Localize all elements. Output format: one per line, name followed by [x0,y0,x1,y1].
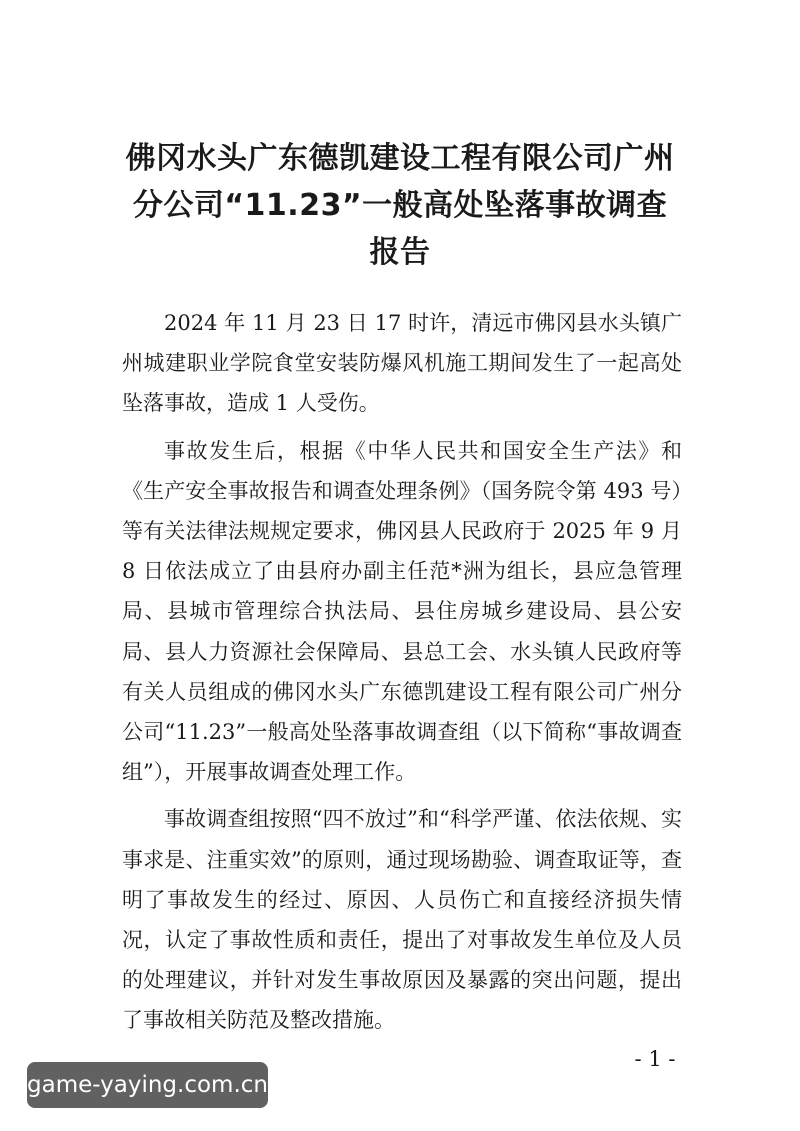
paragraph-investigation-group: 事故发生后，根据《中华人民共和国安全生产法》和《生产安全事故报告和调查处理条例》（国务院令第 493 号）等有关法律法规规定要求，佛冈县人民政府于 2025 年 9 月 8 日依法成立了由县府办副主任范*洲为组长，县应急管理局、县城市管理综合执法局、县住房城乡建设局、县公安局、县人力资源社会保障局、县总工会、水头镇人民政府等有关人员组成的佛冈水头广东德凯建设工程有限公司广州分公司“11.23”一般高处坠落事故调查组（以下简称“事故调查组”），开展事故调查处理工作。 [122,438,682,785]
document-body [122,303,682,1048]
paragraph-intro: 2024 年 11 月 23 日 17 时许，清远市佛冈县水头镇广州城建职业学院食堂安装防爆风机施工期间发生了一起高处坠落事故，造成 1 人受伤。 [122,311,682,416]
title-line-2: 分公司“11.23”一般高处坠落事故调查 [132,188,668,223]
title-line-3: 报告 [369,235,431,270]
site-watermark: game-yaying.com.cn [27,1062,268,1108]
document-title [120,135,680,276]
title-line-1: 佛冈水头广东德凯建设工程有限公司广州 [125,141,675,176]
page-number: - 1 - [634,1047,676,1071]
paragraph-principles: 事故调查组按照“四不放过”和“科学严谨、依法依规、实事求是、注重实效”的原则，通过现场勘验、调查取证等，查明了事故发生的经过、原因、人员伤亡和直接经济损失情况，认定了事故性质和责任，提出了对事故发生单位及人员的处理建议，并针对发生事故原因及暴露的突出问题，提出了事故相关防范及整改措施。 [122,807,682,1033]
